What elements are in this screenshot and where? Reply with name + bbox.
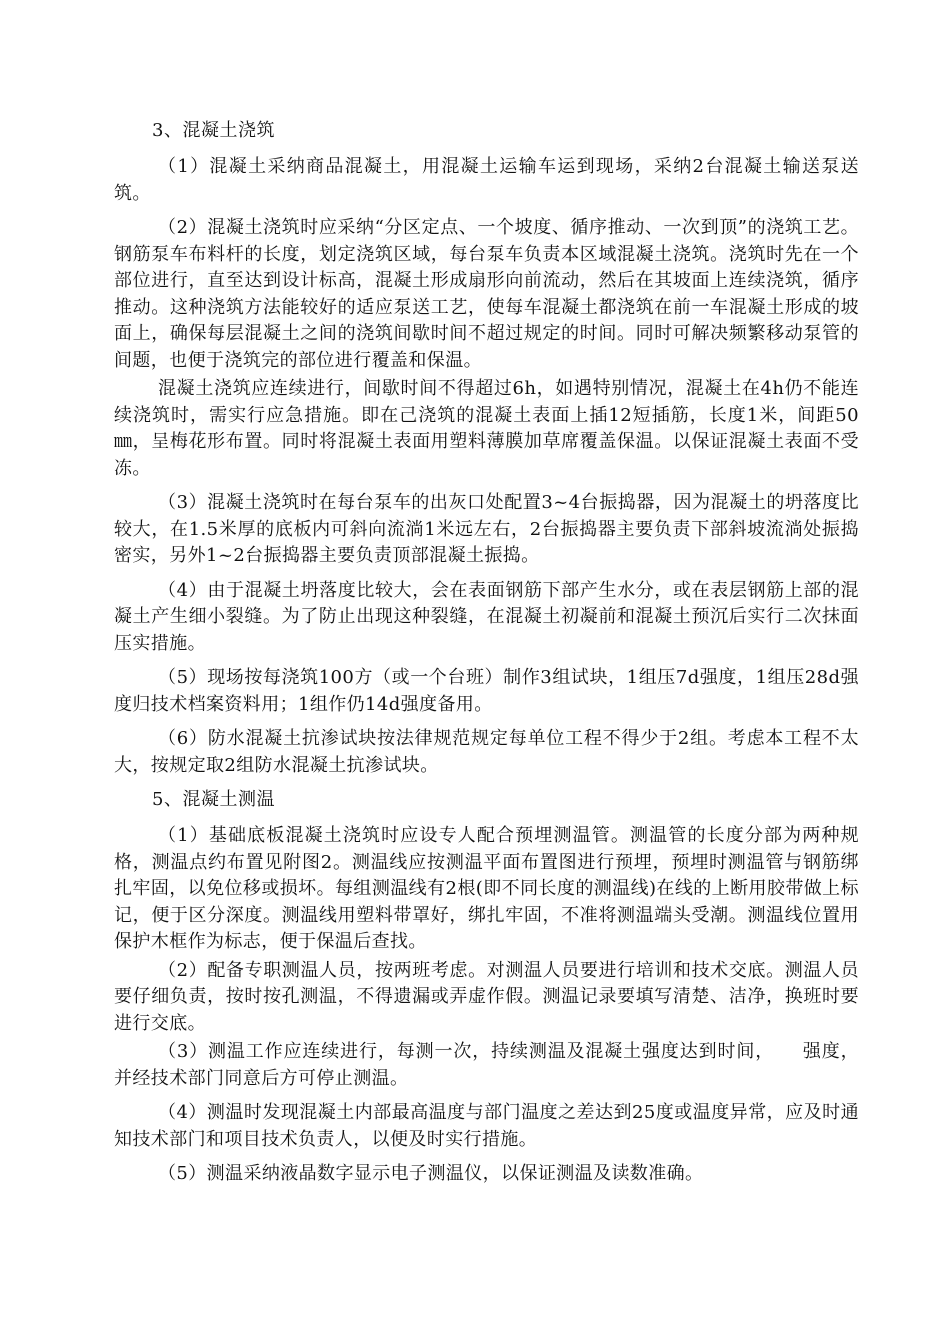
paragraph-pouring-3: （3）混凝土浇筑时在每台泵车的出灰口处配置3~4台振捣器，因为混凝土的坍落度比较大，在1.5米厚的底板内可斜向流淌1米远左右，2台振捣器主要负责下部斜坡流淌处振捣密实，另外1~2台振捣器主要负责顶部混凝土振捣。 [114, 492, 859, 566]
paragraph-temp-4: （4）测温时发现混凝土内部最高温度与部门温度之差达到25度或温度异常，应及时通知技术部门和项目技术负责人，以便及时实行措施。 [114, 1102, 859, 1150]
paragraph-temp-1: （1）基础底板混凝土浇筑时应设专人配合预埋测温管。测温管的长度分部为两种规格，测温点约布置见附图2。测温线应按测温平面布置图进行预埋，预埋时测温管与钢筋绑扎牢固，以免位移或损坏。每组测温线有2根(即不同长度的测温线)在线的上断用胶带做上标记，便于区分深度。测温线用塑料带罩好，绑扎牢固，不准将测温端头受潮。测温线位置用保护木框作为标志，便于保温后查找。 [114, 825, 859, 952]
paragraph-pouring-5: （5）现场按每浇筑100方（或一个台班）制作3组试块，1组压7d强度，1组压28d强度归技术档案资料用；1组作仍14d强度备用。 [114, 667, 859, 715]
section-heading-temperature-measurement: 5、混凝土测温 [152, 789, 275, 810]
paragraph-temp-5: （5）测温采纳液晶数字显示电子测温仪，以保证测温及读数准确。 [158, 1163, 704, 1184]
paragraph-pouring-2: （2）混凝土浇筑时应采纳“分区定点、一个坡度、循序推动、一次到顶”的浇筑工艺。钢筋泵车布料杆的长度，划定浇筑区域，每台泵车负责本区域混凝土浇筑。浇筑时先在一个部位进行，直至达到设计标高，混凝土形成扇形向前流动，然后在其坡面上连续浇筑，循序推动。这种浇筑方法能较好的适应泵送工艺，使每车混凝土都浇筑在前一车混凝土形成的坡面上，确保每层混凝土之间的浇筑间歇时间不超过规定的时间。同时可解决频繁移动泵管的间题，也便于浇筑完的部位进行覆盖和保温。 [114, 217, 859, 371]
paragraph-pouring-6: （6）防水混凝土抗渗试块按法律规范规定每单位工程不得少于2组。考虑本工程不太大，按规定取2组防水混凝土抗渗试块。 [114, 728, 859, 776]
document-body [114, 118, 859, 1196]
section-heading-concrete-pouring: 3、混凝土浇筑 [152, 120, 275, 141]
paragraph-pouring-4: （4）由于混凝土坍落度比较大，会在表面钢筋下部产生水分，或在表层钢筋上部的混凝土产生细小裂缝。为了防止出现这种裂缝，在混凝土初凝前和混凝土预沉后实行二次抹面压实措施。 [114, 579, 859, 654]
paragraph-temp-2: （2）配备专职测温人员，按两班考虑。对测温人员要进行培训和技术交底。测温人员要仔细负责，按时按孔测温，不得遗漏或弄虚作假。测温记录要填写清楚、洁净，换班时要进行交底。 [114, 959, 859, 1034]
paragraph-pouring-1: （1）混凝土采纳商品混凝土，用混凝土运输车运到现场，采纳2台混凝土输送泵送筑。 [114, 156, 859, 204]
paragraph-pouring-2b: 混凝土浇筑应连续进行，间歇时间不得超过6h，如遇特别情况，混凝土在4h仍不能连续浇筑时，需实行应急措施。即在己浇筑的混凝土表面上插12短插筋，长度1米，间距50㎜，呈梅花形布置。同时将混凝土表面用塑料薄膜加草席覆盖保温。以保证混凝土表面不受冻。 [114, 378, 859, 479]
paragraph-temp-3: （3）测温工作应连续进行，每测一次，持续测温及混凝土强度达到时间， 强度，并经技术部门同意后方可停止测温。 [114, 1041, 859, 1089]
